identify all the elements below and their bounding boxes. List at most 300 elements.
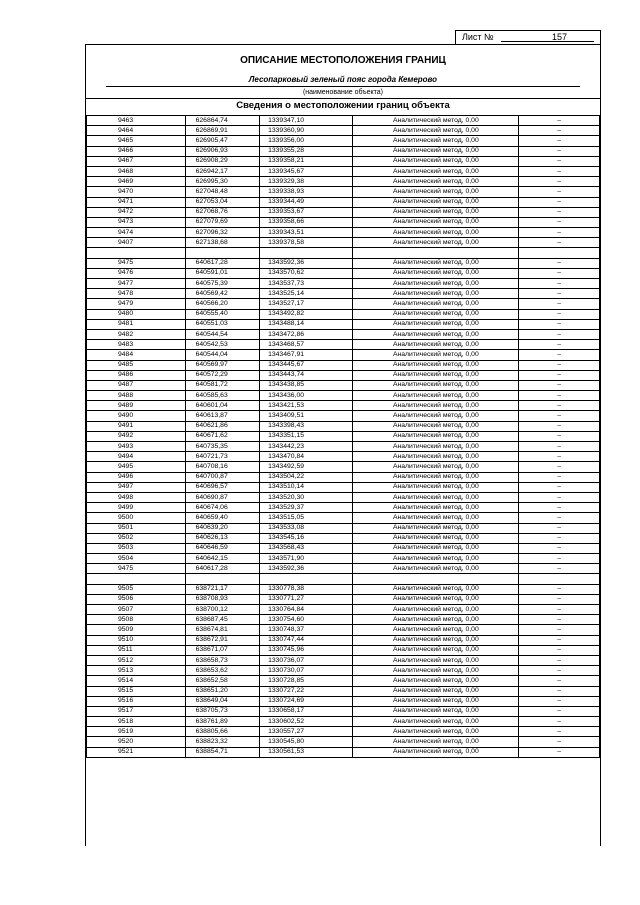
method-cell: Аналитический метод, 0,00 — [353, 594, 519, 604]
y-coordinate-cell: 1343443,74 — [260, 370, 353, 380]
accuracy-cell: – — [519, 268, 600, 278]
table-row — [87, 309, 600, 319]
table-row — [87, 666, 600, 676]
x-coordinate-cell: 638653,62 — [185, 666, 259, 676]
method-cell: Аналитический метод, 0,00 — [353, 482, 519, 492]
y-coordinate-cell: 1339338,93 — [260, 187, 353, 197]
accuracy-cell: – — [519, 635, 600, 645]
table-row — [87, 411, 600, 421]
table-row — [87, 442, 600, 452]
table-row — [87, 258, 600, 268]
method-cell: Аналитический метод, 0,00 — [353, 645, 519, 655]
accuracy-cell: – — [519, 747, 600, 757]
point-cell: 9494 — [87, 452, 186, 462]
table-row — [87, 156, 600, 166]
y-coordinate-cell: 1330728,85 — [260, 676, 353, 686]
accuracy-cell: – — [519, 645, 600, 655]
method-cell: Аналитический метод, 0,00 — [353, 421, 519, 431]
x-coordinate-cell: 640642,15 — [185, 554, 259, 564]
table-row — [87, 177, 600, 187]
method-cell: Аналитический метод, 0,00 — [353, 136, 519, 146]
point-cell: 9508 — [87, 615, 186, 625]
y-coordinate-cell: 1343472,86 — [260, 329, 353, 339]
x-coordinate-cell: 640585,63 — [185, 391, 259, 401]
x-coordinate-cell: 638705,73 — [185, 706, 259, 716]
method-cell: Аналитический метод, 0,00 — [353, 635, 519, 645]
x-coordinate-cell: 640646,59 — [185, 543, 259, 553]
accuracy-cell: – — [519, 431, 600, 441]
y-coordinate-cell: 1339329,38 — [260, 177, 353, 187]
method-cell: Аналитический метод, 0,00 — [353, 391, 519, 401]
table-row — [87, 136, 600, 146]
y-coordinate-cell: 1339347,10 — [260, 116, 353, 126]
accuracy-cell: – — [519, 696, 600, 706]
y-coordinate-cell: 1343592,36 — [260, 258, 353, 268]
method-cell: Аналитический метод, 0,00 — [353, 543, 519, 553]
accuracy-cell: – — [519, 350, 600, 360]
method-cell: Аналитический метод, 0,00 — [353, 207, 519, 217]
table-row — [87, 217, 600, 227]
y-coordinate-cell: 1343438,85 — [260, 380, 353, 390]
point-cell: 9507 — [87, 605, 186, 615]
point-cell: 9501 — [87, 523, 186, 533]
table-row — [87, 564, 600, 574]
point-cell: 9467 — [87, 156, 186, 166]
table-row — [87, 391, 600, 401]
x-coordinate-cell: 627079,69 — [185, 217, 259, 227]
y-coordinate-cell: 1343442,23 — [260, 442, 353, 452]
x-coordinate-cell: 627053,04 — [185, 197, 259, 207]
y-coordinate-cell: 1330748,37 — [260, 625, 353, 635]
y-coordinate-cell: 1343529,37 — [260, 503, 353, 513]
table-row — [87, 401, 600, 411]
accuracy-cell: – — [519, 421, 600, 431]
y-coordinate-cell: 1339353,67 — [260, 207, 353, 217]
empty-cell — [353, 574, 519, 584]
accuracy-cell: – — [519, 126, 600, 136]
point-cell: 9496 — [87, 472, 186, 482]
y-coordinate-cell: 1343409,51 — [260, 411, 353, 421]
point-cell: 9515 — [87, 686, 186, 696]
accuracy-cell: – — [519, 533, 600, 543]
accuracy-cell: – — [519, 442, 600, 452]
table-row — [87, 319, 600, 329]
y-coordinate-cell: 1339344,49 — [260, 197, 353, 207]
accuracy-cell: – — [519, 655, 600, 665]
table-row — [87, 166, 600, 176]
accuracy-cell: – — [519, 594, 600, 604]
accuracy-cell: – — [519, 513, 600, 523]
table-row — [87, 513, 600, 523]
table-separator-row — [87, 574, 600, 584]
method-cell: Аналитический метод, 0,00 — [353, 584, 519, 594]
accuracy-cell: – — [519, 625, 600, 635]
accuracy-cell: – — [519, 503, 600, 513]
y-coordinate-cell: 1330771,27 — [260, 594, 353, 604]
x-coordinate-cell: 640671,62 — [185, 431, 259, 441]
table-row — [87, 717, 600, 727]
x-coordinate-cell: 640542,53 — [185, 340, 259, 350]
method-cell: Аналитический метод, 0,00 — [353, 166, 519, 176]
y-coordinate-cell: 1343421,53 — [260, 401, 353, 411]
x-coordinate-cell: 638761,89 — [185, 717, 259, 727]
point-cell: 9495 — [87, 462, 186, 472]
x-coordinate-cell: 626906,93 — [185, 146, 259, 156]
section-title: Сведения о местоположении границ объекта — [236, 100, 450, 111]
table-row — [87, 605, 600, 615]
point-cell: 9491 — [87, 421, 186, 431]
point-cell: 9475 — [87, 564, 186, 574]
y-coordinate-cell: 1330727,22 — [260, 686, 353, 696]
point-cell: 9504 — [87, 554, 186, 564]
method-cell: Аналитический метод, 0,00 — [353, 350, 519, 360]
x-coordinate-cell: 640581,72 — [185, 380, 259, 390]
point-cell: 9490 — [87, 411, 186, 421]
y-coordinate-cell: 1330557,27 — [260, 727, 353, 737]
x-coordinate-cell: 640617,28 — [185, 564, 259, 574]
point-cell: 9469 — [87, 177, 186, 187]
accuracy-cell: – — [519, 258, 600, 268]
x-coordinate-cell: 638708,93 — [185, 594, 259, 604]
x-coordinate-cell: 626995,30 — [185, 177, 259, 187]
x-coordinate-cell: 640735,35 — [185, 442, 259, 452]
accuracy-cell: – — [519, 370, 600, 380]
y-coordinate-cell: 1343436,00 — [260, 391, 353, 401]
accuracy-cell: – — [519, 666, 600, 676]
table-row — [87, 584, 600, 594]
y-coordinate-cell: 1330730,07 — [260, 666, 353, 676]
table-row — [87, 207, 600, 217]
x-coordinate-cell: 638674,81 — [185, 625, 259, 635]
point-cell: 9465 — [87, 136, 186, 146]
point-cell: 9483 — [87, 340, 186, 350]
point-cell: 9470 — [87, 187, 186, 197]
y-coordinate-cell: 1330736,07 — [260, 655, 353, 665]
sheet-number-box — [455, 30, 601, 45]
point-cell: 9489 — [87, 401, 186, 411]
y-coordinate-cell: 1330724,69 — [260, 696, 353, 706]
object-name: Лесопарковый зеленый пояс города Кемерово — [248, 75, 438, 84]
point-cell: 9488 — [87, 391, 186, 401]
document-frame — [85, 44, 601, 846]
table-row — [87, 686, 600, 696]
y-coordinate-cell: 1343525,14 — [260, 289, 353, 299]
point-cell: 9502 — [87, 533, 186, 543]
method-cell: Аналитический метод, 0,00 — [353, 442, 519, 452]
accuracy-cell: – — [519, 329, 600, 339]
accuracy-cell: – — [519, 543, 600, 553]
x-coordinate-cell: 626864,74 — [185, 116, 259, 126]
method-cell: Аналитический метод, 0,00 — [353, 523, 519, 533]
method-cell: Аналитический метод, 0,00 — [353, 676, 519, 686]
point-cell: 9463 — [87, 116, 186, 126]
y-coordinate-cell: 1343398,43 — [260, 421, 353, 431]
accuracy-cell: – — [519, 717, 600, 727]
method-cell: Аналитический метод, 0,00 — [353, 503, 519, 513]
point-cell: 9486 — [87, 370, 186, 380]
accuracy-cell: – — [519, 299, 600, 309]
method-cell: Аналитический метод, 0,00 — [353, 279, 519, 289]
point-cell: 9464 — [87, 126, 186, 136]
point-cell: 9509 — [87, 625, 186, 635]
point-cell: 9473 — [87, 217, 186, 227]
table-row — [87, 523, 600, 533]
x-coordinate-cell: 640544,54 — [185, 329, 259, 339]
method-cell: Аналитический метод, 0,00 — [353, 737, 519, 747]
x-coordinate-cell: 626908,29 — [185, 156, 259, 166]
x-coordinate-cell: 640639,20 — [185, 523, 259, 533]
x-coordinate-cell: 640613,87 — [185, 411, 259, 421]
accuracy-cell: – — [519, 462, 600, 472]
y-coordinate-cell: 1343592,36 — [260, 564, 353, 574]
table-row — [87, 350, 600, 360]
accuracy-cell: – — [519, 177, 600, 187]
point-cell: 9493 — [87, 442, 186, 452]
y-coordinate-cell: 1330658,17 — [260, 706, 353, 716]
method-cell: Аналитический метод, 0,00 — [353, 686, 519, 696]
table-row — [87, 126, 600, 136]
point-cell: 9512 — [87, 655, 186, 665]
table-row — [87, 615, 600, 625]
accuracy-cell: – — [519, 166, 600, 176]
y-coordinate-cell: 1343510,14 — [260, 482, 353, 492]
point-cell: 9499 — [87, 503, 186, 513]
accuracy-cell: – — [519, 309, 600, 319]
x-coordinate-cell: 640591,01 — [185, 268, 259, 278]
x-coordinate-cell: 627096,32 — [185, 228, 259, 238]
point-cell: 9514 — [87, 676, 186, 686]
y-coordinate-cell: 1343570,62 — [260, 268, 353, 278]
y-coordinate-cell: 1343488,14 — [260, 319, 353, 329]
table-row — [87, 299, 600, 309]
point-cell: 9468 — [87, 166, 186, 176]
table-row — [87, 187, 600, 197]
empty-cell — [519, 248, 600, 258]
point-cell: 9477 — [87, 279, 186, 289]
coordinates-table — [86, 115, 600, 758]
x-coordinate-cell: 640674,06 — [185, 503, 259, 513]
point-cell: 9492 — [87, 431, 186, 441]
table-row — [87, 645, 600, 655]
x-coordinate-cell: 640690,87 — [185, 492, 259, 502]
table-row — [87, 279, 600, 289]
point-cell: 9517 — [87, 706, 186, 716]
point-cell: 9497 — [87, 482, 186, 492]
point-cell: 9484 — [87, 350, 186, 360]
point-cell: 9516 — [87, 696, 186, 706]
method-cell: Аналитический метод, 0,00 — [353, 340, 519, 350]
accuracy-cell: – — [519, 401, 600, 411]
y-coordinate-cell: 1343537,73 — [260, 279, 353, 289]
y-coordinate-cell: 1330545,80 — [260, 737, 353, 747]
empty-cell — [353, 248, 519, 258]
table-row — [87, 676, 600, 686]
sheet-number-underline — [501, 41, 594, 42]
accuracy-cell: – — [519, 319, 600, 329]
method-cell: Аналитический метод, 0,00 — [353, 564, 519, 574]
x-coordinate-cell: 640721,73 — [185, 452, 259, 462]
x-coordinate-cell: 640569,42 — [185, 289, 259, 299]
empty-cell — [260, 574, 353, 584]
y-coordinate-cell: 1339360,90 — [260, 126, 353, 136]
point-cell: 9478 — [87, 289, 186, 299]
method-cell: Аналитический метод, 0,00 — [353, 146, 519, 156]
point-cell: 9510 — [87, 635, 186, 645]
x-coordinate-cell: 638672,91 — [185, 635, 259, 645]
y-coordinate-cell: 1343533,08 — [260, 523, 353, 533]
y-coordinate-cell: 1330764,84 — [260, 605, 353, 615]
method-cell: Аналитический метод, 0,00 — [353, 554, 519, 564]
table-row — [87, 625, 600, 635]
method-cell: Аналитический метод, 0,00 — [353, 666, 519, 676]
x-coordinate-cell: 640569,97 — [185, 360, 259, 370]
point-cell: 9466 — [87, 146, 186, 156]
point-cell: 9520 — [87, 737, 186, 747]
accuracy-cell: – — [519, 197, 600, 207]
table-row — [87, 146, 600, 156]
empty-cell — [519, 574, 600, 584]
method-cell: Аналитический метод, 0,00 — [353, 472, 519, 482]
method-cell: Аналитический метод, 0,00 — [353, 747, 519, 757]
point-cell: 9498 — [87, 492, 186, 502]
method-cell: Аналитический метод, 0,00 — [353, 615, 519, 625]
point-cell: 9518 — [87, 717, 186, 727]
x-coordinate-cell: 640575,39 — [185, 279, 259, 289]
accuracy-cell: – — [519, 289, 600, 299]
table-row — [87, 482, 600, 492]
method-cell: Аналитический метод, 0,00 — [353, 401, 519, 411]
y-coordinate-cell: 1343545,16 — [260, 533, 353, 543]
y-coordinate-cell: 1330747,44 — [260, 635, 353, 645]
table-row — [87, 655, 600, 665]
accuracy-cell: – — [519, 238, 600, 248]
empty-cell — [260, 248, 353, 258]
accuracy-cell: – — [519, 380, 600, 390]
point-cell: 9519 — [87, 727, 186, 737]
y-coordinate-cell: 1339378,58 — [260, 238, 353, 248]
x-coordinate-cell: 627138,68 — [185, 238, 259, 248]
accuracy-cell: – — [519, 411, 600, 421]
accuracy-cell: – — [519, 452, 600, 462]
y-coordinate-cell: 1339358,66 — [260, 217, 353, 227]
point-cell: 9475 — [87, 258, 186, 268]
x-coordinate-cell: 640555,40 — [185, 309, 259, 319]
x-coordinate-cell: 640700,87 — [185, 472, 259, 482]
accuracy-cell: – — [519, 492, 600, 502]
method-cell: Аналитический метод, 0,00 — [353, 492, 519, 502]
accuracy-cell: – — [519, 116, 600, 126]
table-row — [87, 472, 600, 482]
x-coordinate-cell: 638805,66 — [185, 727, 259, 737]
y-coordinate-cell: 1343468,57 — [260, 340, 353, 350]
accuracy-cell: – — [519, 706, 600, 716]
point-cell: 9521 — [87, 747, 186, 757]
method-cell: Аналитический метод, 0,00 — [353, 360, 519, 370]
table-row — [87, 706, 600, 716]
method-cell: Аналитический метод, 0,00 — [353, 217, 519, 227]
y-coordinate-cell: 1330778,38 — [260, 584, 353, 594]
table-row — [87, 268, 600, 278]
x-coordinate-cell: 638652,58 — [185, 676, 259, 686]
table-row — [87, 747, 600, 757]
method-cell: Аналитический метод, 0,00 — [353, 228, 519, 238]
table-row — [87, 370, 600, 380]
x-coordinate-cell: 626869,91 — [185, 126, 259, 136]
accuracy-cell: – — [519, 136, 600, 146]
y-coordinate-cell: 1343467,91 — [260, 350, 353, 360]
point-cell: 9487 — [87, 380, 186, 390]
table-row — [87, 431, 600, 441]
x-coordinate-cell: 640551,03 — [185, 319, 259, 329]
accuracy-cell: – — [519, 360, 600, 370]
document-title: ОПИСАНИЕ МЕСТОПОЛОЖЕНИЯ ГРАНИЦ — [240, 55, 446, 66]
method-cell: Аналитический метод, 0,00 — [353, 309, 519, 319]
x-coordinate-cell: 640572,29 — [185, 370, 259, 380]
table-row — [87, 380, 600, 390]
method-cell: Аналитический метод, 0,00 — [353, 156, 519, 166]
x-coordinate-cell: 638658,73 — [185, 655, 259, 665]
method-cell: Аналитический метод, 0,00 — [353, 299, 519, 309]
x-coordinate-cell: 640601,04 — [185, 401, 259, 411]
point-cell: 9479 — [87, 299, 186, 309]
x-coordinate-cell: 626942,17 — [185, 166, 259, 176]
y-coordinate-cell: 1330561,53 — [260, 747, 353, 757]
table-row — [87, 462, 600, 472]
method-cell: Аналитический метод, 0,00 — [353, 289, 519, 299]
table-row — [87, 594, 600, 604]
table-row — [87, 492, 600, 502]
accuracy-cell: – — [519, 564, 600, 574]
table-row — [87, 289, 600, 299]
accuracy-cell: – — [519, 615, 600, 625]
point-cell: 9513 — [87, 666, 186, 676]
table-row — [87, 360, 600, 370]
method-cell: Аналитический метод, 0,00 — [353, 116, 519, 126]
y-coordinate-cell: 1343504,22 — [260, 472, 353, 482]
method-cell: Аналитический метод, 0,00 — [353, 370, 519, 380]
x-coordinate-cell: 638687,45 — [185, 615, 259, 625]
x-coordinate-cell: 640659,40 — [185, 513, 259, 523]
y-coordinate-cell: 1343445,67 — [260, 360, 353, 370]
method-cell: Аналитический метод, 0,00 — [353, 411, 519, 421]
accuracy-cell: – — [519, 340, 600, 350]
point-cell: 9503 — [87, 543, 186, 553]
accuracy-cell: – — [519, 207, 600, 217]
x-coordinate-cell: 638671,07 — [185, 645, 259, 655]
x-coordinate-cell: 638651,20 — [185, 686, 259, 696]
y-coordinate-cell: 1343527,17 — [260, 299, 353, 309]
method-cell: Аналитический метод, 0,00 — [353, 727, 519, 737]
table-row — [87, 228, 600, 238]
point-cell: 9481 — [87, 319, 186, 329]
point-cell: 9476 — [87, 268, 186, 278]
table-row — [87, 635, 600, 645]
header-divider — [86, 98, 600, 99]
accuracy-cell: – — [519, 523, 600, 533]
x-coordinate-cell: 627068,76 — [185, 207, 259, 217]
y-coordinate-cell: 1343492,82 — [260, 309, 353, 319]
x-coordinate-cell: 640617,28 — [185, 258, 259, 268]
accuracy-cell: – — [519, 727, 600, 737]
table-row — [87, 116, 600, 126]
x-coordinate-cell: 640626,13 — [185, 533, 259, 543]
method-cell: Аналитический метод, 0,00 — [353, 533, 519, 543]
accuracy-cell: – — [519, 676, 600, 686]
accuracy-cell: – — [519, 482, 600, 492]
accuracy-cell: – — [519, 146, 600, 156]
sheet-number: 157 — [552, 32, 568, 42]
x-coordinate-cell: 638823,32 — [185, 737, 259, 747]
